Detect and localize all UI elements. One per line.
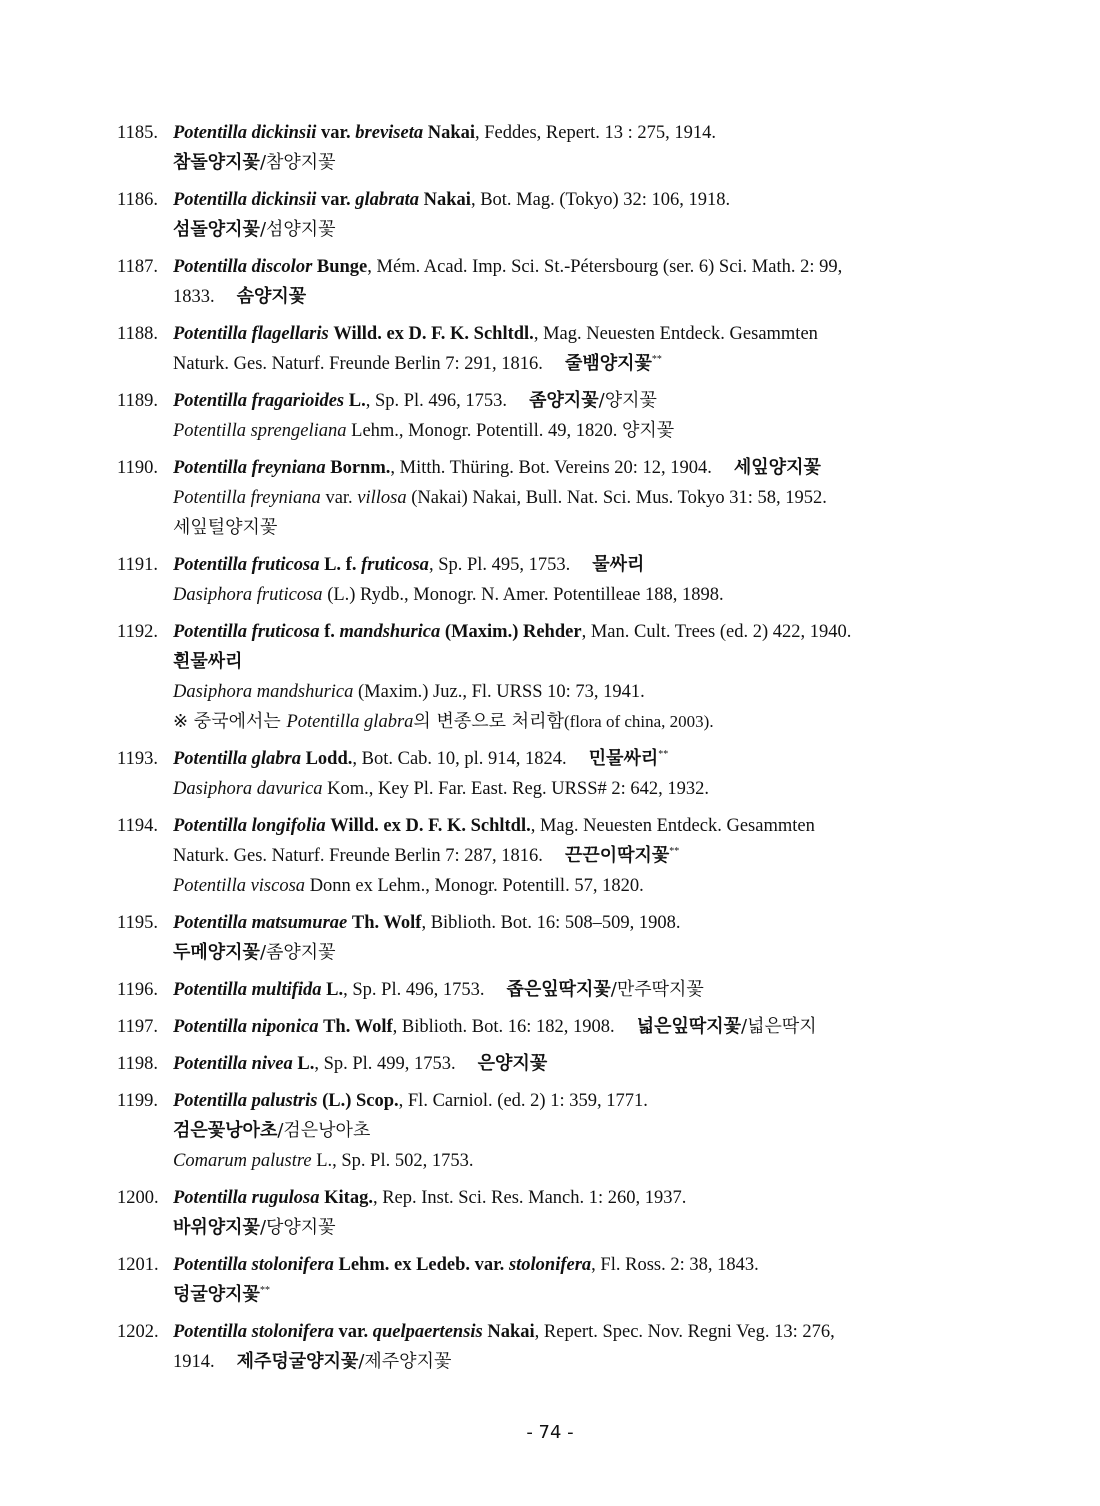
entry-line: [173, 617, 997, 647]
citation-text: Lehm. ex Ledeb. var.: [338, 1255, 505, 1275]
citation-text: var.: [320, 488, 358, 508]
entry-line: [173, 811, 997, 841]
list-item: [117, 811, 997, 901]
entry-number: 1196.: [117, 980, 158, 1000]
korean-name: 세잎양지꽃: [733, 457, 821, 478]
citation-text: Lodd.: [305, 749, 353, 769]
citation-text: (Maxim.) Juz., Fl. URSS 10: 73, 1941.: [353, 682, 645, 702]
entry-number: 1188.: [117, 324, 158, 344]
entry-line: [173, 453, 997, 483]
entry-line: [173, 580, 997, 610]
citation-text: var.: [338, 1322, 369, 1342]
entry-line: [173, 148, 997, 178]
citation-text: Potentilla fragarioides: [173, 391, 345, 411]
entry-line: [173, 550, 997, 580]
citation-text: Potentilla dickinsii: [173, 123, 317, 143]
entry-line: [173, 483, 997, 513]
list-item: [117, 550, 997, 610]
entry-line: [173, 1012, 997, 1042]
citation-text: (L.) Rydb., Monogr. N. Amer. Potentilleae 188, 1898.: [322, 585, 724, 605]
citation-text: Potentilla stolonifera: [173, 1255, 334, 1275]
list-item: [117, 1049, 997, 1079]
citation-text: , Biblioth. Bot. 16: 182, 1908.: [392, 1017, 615, 1037]
citation-text: Potentilla fruticosa: [173, 555, 320, 575]
citation-text: Potentilla multifida: [173, 980, 322, 1000]
citation-text: Potentilla stolonifera: [173, 1322, 334, 1342]
list-item: [117, 386, 997, 446]
citation-text: , Feddes, Repert. 13 : 275, 1914.: [475, 123, 717, 143]
citation-text: , Fl. Carniol. (ed. 2) 1: 359, 1771.: [398, 1091, 648, 1111]
citation-text: Dasiphora fruticosa: [173, 585, 323, 605]
citation-text: , Bot. Cab. 10, pl. 914, 1824.: [352, 749, 567, 769]
korean-name: 줄뱀양지꽃: [564, 353, 652, 374]
citation-text: , Bot. Mag. (Tokyo) 32: 106, 1918.: [470, 190, 731, 210]
korean-name: 세잎털양지꽃: [173, 517, 278, 538]
citation-text: Potentilla fruticosa: [173, 622, 320, 642]
citation-text: Th. Wolf: [351, 913, 422, 933]
entry-line: [173, 319, 997, 349]
list-item: [117, 453, 997, 543]
entry-number: 1191.: [117, 555, 158, 575]
citation-text: **: [259, 1284, 270, 1296]
citation-text: , Sp. Pl. 496, 1753.: [365, 391, 508, 411]
korean-name: /양지꽃: [598, 390, 657, 411]
citation-text: , Mém. Acad. Imp. Sci. St.-Pétersbourg (ser. 6) Sci. Math. 2: 99,: [367, 257, 843, 277]
entry-line: [173, 774, 997, 804]
korean-name: /만주딱지꽃: [610, 979, 704, 1000]
citation-text: Potentilla niponica: [173, 1017, 319, 1037]
korean-name: /참양지꽃: [259, 152, 336, 173]
korean-name: 넓은잎딱지꽃: [636, 1016, 742, 1037]
citation-text: , Sp. Pl. 495, 1753.: [428, 555, 571, 575]
entry-list: [117, 118, 997, 1384]
citation-text: , Mag. Neuesten Entdeck. Gesammten: [533, 324, 818, 344]
citation-text: Bornm.: [330, 458, 391, 478]
citation-text: , Sp. Pl. 496, 1753.: [343, 980, 485, 1000]
entry-line: [173, 841, 997, 871]
citation-text: Kitag.: [324, 1188, 373, 1208]
entry-number: 1186.: [117, 190, 158, 210]
citation-text: Potentilla glabra: [286, 712, 414, 732]
citation-text: breviseta: [355, 123, 424, 143]
citation-text: Naturk. Ges. Naturf. Freunde Berlin 7: 287, 1816.: [173, 846, 543, 866]
citation-text: Potentilla discolor: [173, 257, 313, 277]
citation-text: Potentilla matsumurae: [173, 913, 348, 933]
korean-name: 좁은잎딱지꽃: [506, 979, 611, 1000]
list-item: [117, 319, 997, 379]
korean-name: 물싸리: [592, 554, 645, 575]
citation-text: L. f.: [324, 555, 357, 575]
entry-line: [173, 908, 997, 938]
list-item: [117, 252, 997, 312]
entry-line: [173, 1049, 997, 1079]
citation-text: Potentilla sprengeliana: [173, 421, 347, 441]
korean-name: 두메양지꽃: [173, 942, 260, 963]
citation-text: **: [669, 845, 680, 857]
citation-text: Willd. ex D. F. K. Schltdl.: [333, 324, 534, 344]
korean-name: /검은낭아초: [277, 1120, 371, 1141]
citation-text: Lehm., Monogr. Potentill. 49, 1820.: [346, 421, 622, 441]
list-item: [117, 617, 997, 737]
entry-number: 1189.: [117, 391, 158, 411]
citation-text: Kom., Key Pl. Far. East. Reg. URSS# 2: 642, 1932.: [322, 779, 710, 799]
entry-line: [173, 707, 997, 737]
citation-text: Nakai: [427, 123, 476, 143]
korean-name: 흰물싸리: [173, 651, 243, 672]
citation-text: L.: [326, 980, 344, 1000]
citation-text: 1914.: [173, 1352, 215, 1372]
entry-number: 1190.: [117, 458, 158, 478]
citation-text: f.: [324, 622, 335, 642]
citation-text: (flora of china, 2003).: [563, 712, 714, 731]
entry-line: [173, 1183, 997, 1213]
citation-text: Potentilla nivea: [173, 1054, 293, 1074]
korean-name: /좀양지꽃: [259, 942, 336, 963]
entry-line: [173, 1086, 997, 1116]
korean-name: 바위양지꽃: [173, 1217, 260, 1238]
entry-line: [173, 744, 997, 774]
citation-text: Dasiphora mandshurica: [173, 682, 354, 702]
entry-line: [173, 1280, 997, 1310]
entry-line: [173, 215, 997, 245]
korean-name: 섬돌양지꽃: [173, 219, 260, 240]
korean-name: 참돌양지꽃: [173, 152, 260, 173]
citation-text: Potentilla dickinsii: [173, 190, 317, 210]
list-item: [117, 1012, 997, 1042]
korean-name: 검은꽃낭아초: [173, 1120, 278, 1141]
entry-line: [173, 349, 997, 379]
entry-line: [173, 282, 997, 312]
citation-text: Potentilla longifolia: [173, 816, 326, 836]
korean-name: /섬양지꽃: [259, 219, 336, 240]
citation-text: fruticosa: [361, 555, 429, 575]
list-item: [117, 118, 997, 178]
entry-number: 1195.: [117, 913, 158, 933]
entry-line: [173, 938, 997, 968]
entry-line: [173, 677, 997, 707]
citation-text: Willd. ex D. F. K. Schltdl.: [330, 816, 531, 836]
entry-line: [173, 1347, 997, 1377]
citation-text: L.: [297, 1054, 315, 1074]
citation-text: Potentilla glabra: [173, 749, 301, 769]
citation-text: , Repert. Spec. Nov. Regni Veg. 13: 276,: [534, 1322, 835, 1342]
page-number: - 74 -: [526, 1422, 574, 1443]
korean-name: 끈끈이딱지꽃: [564, 845, 670, 866]
citation-text: , Biblioth. Bot. 16: 508–509, 1908.: [421, 913, 681, 933]
entry-number: 1185.: [117, 123, 158, 143]
korean-name: 제주덩굴양지꽃: [236, 1351, 359, 1372]
list-item: [117, 1086, 997, 1176]
citation-text: Dasiphora davurica: [173, 779, 323, 799]
citation-text: Potentilla rugulosa: [173, 1188, 320, 1208]
korean-name: /당양지꽃: [259, 1217, 336, 1238]
korean-name: 솜양지꽃: [236, 286, 307, 307]
citation-text: Nakai: [423, 190, 471, 210]
list-item: [117, 744, 997, 804]
entry-number: 1193.: [117, 749, 158, 769]
citation-text: , Mag. Neuesten Entdeck. Gesammten: [530, 816, 815, 836]
citation-text: L.: [348, 391, 366, 411]
entry-line: [173, 513, 997, 543]
citation-text: villosa: [357, 488, 407, 508]
korean-name: 덩굴양지꽃: [173, 1284, 260, 1305]
citation-text: , Rep. Inst. Sci. Res. Manch. 1: 260, 1937.: [372, 1188, 687, 1208]
korean-name: 은양지꽃: [477, 1053, 548, 1074]
entry-line: [173, 1317, 997, 1347]
entry-number: 1201.: [117, 1255, 159, 1275]
citation-text: (L.) Scop.: [322, 1091, 399, 1111]
korean-name: 양지꽃: [621, 420, 675, 441]
citation-text: Th. Wolf: [323, 1017, 393, 1037]
korean-name: 의 변종으로 처리함: [413, 711, 564, 732]
entry-line: [173, 1146, 997, 1176]
citation-text: glabrata: [355, 190, 420, 210]
entry-line: [173, 975, 997, 1005]
citation-text: Potentilla freyniana: [173, 458, 326, 478]
citation-text: Potentilla freyniana: [173, 488, 321, 508]
citation-text: , Sp. Pl. 499, 1753.: [314, 1054, 456, 1074]
korean-name: 좀양지꽃: [529, 390, 599, 411]
entry-line: [173, 416, 997, 446]
entry-number: 1197.: [117, 1017, 158, 1037]
citation-text: Naturk. Ges. Naturf. Freunde Berlin 7: 291, 1816.: [173, 354, 543, 374]
entry-line: [173, 1116, 997, 1146]
entry-number: 1198.: [117, 1054, 158, 1074]
entry-number: 1202.: [117, 1322, 159, 1342]
entry-number: 1194.: [117, 816, 158, 836]
citation-text: Potentilla palustris: [173, 1091, 318, 1111]
citation-text: Nakai: [487, 1322, 535, 1342]
list-item: [117, 185, 997, 245]
citation-text: , Fl. Ross. 2: 38, 1843.: [591, 1255, 759, 1275]
entry-line: [173, 252, 997, 282]
list-item: [117, 908, 997, 968]
korean-name: 민물싸리: [588, 748, 659, 769]
entry-number: 1199.: [117, 1091, 158, 1111]
citation-text: (Nakai) Nakai, Bull. Nat. Sci. Mus. Tokyo 31: 58, 1952.: [406, 488, 827, 508]
list-item: [117, 1183, 997, 1243]
citation-text: Bunge: [316, 257, 368, 277]
korean-name: /제주양지꽃: [358, 1351, 452, 1372]
citation-text: (Maxim.) Rehder: [444, 622, 582, 642]
citation-text: 1833.: [173, 287, 215, 307]
entry-line: [173, 386, 997, 416]
citation-text: mandshurica: [339, 622, 441, 642]
entry-number: 1187.: [117, 257, 158, 277]
citation-text: Potentilla viscosa: [173, 876, 306, 896]
entry-line: [173, 118, 997, 148]
citation-text: Comarum palustre: [173, 1151, 312, 1171]
korean-name: /넓은딱지: [741, 1016, 817, 1037]
citation-text: , Mitth. Thüring. Bot. Vereins 20: 12, 1904.: [390, 458, 712, 478]
citation-text: var.: [321, 190, 351, 210]
entry-number: 1192.: [117, 622, 158, 642]
citation-text: Potentilla flagellaris: [173, 324, 329, 344]
entry-line: [173, 871, 997, 901]
citation-text: **: [658, 748, 669, 760]
list-item: [117, 1250, 997, 1310]
entry-number: 1200.: [117, 1188, 159, 1208]
korean-name: ※ 중국에서는: [173, 711, 287, 732]
citation-text: stolonifera: [508, 1255, 592, 1275]
entry-line: [173, 1250, 997, 1280]
list-item: [117, 975, 997, 1005]
citation-text: quelpaertensis: [372, 1322, 483, 1342]
entry-line: [173, 185, 997, 215]
entry-line: [173, 1213, 997, 1243]
citation-text: L., Sp. Pl. 502, 1753.: [311, 1151, 474, 1171]
entry-line: [173, 647, 997, 677]
citation-text: **: [651, 353, 662, 365]
citation-text: Donn ex Lehm., Monogr. Potentill. 57, 1820.: [305, 876, 644, 896]
list-item: [117, 1317, 997, 1377]
citation-text: var.: [321, 123, 351, 143]
citation-text: , Man. Cult. Trees (ed. 2) 422, 1940.: [581, 622, 852, 642]
